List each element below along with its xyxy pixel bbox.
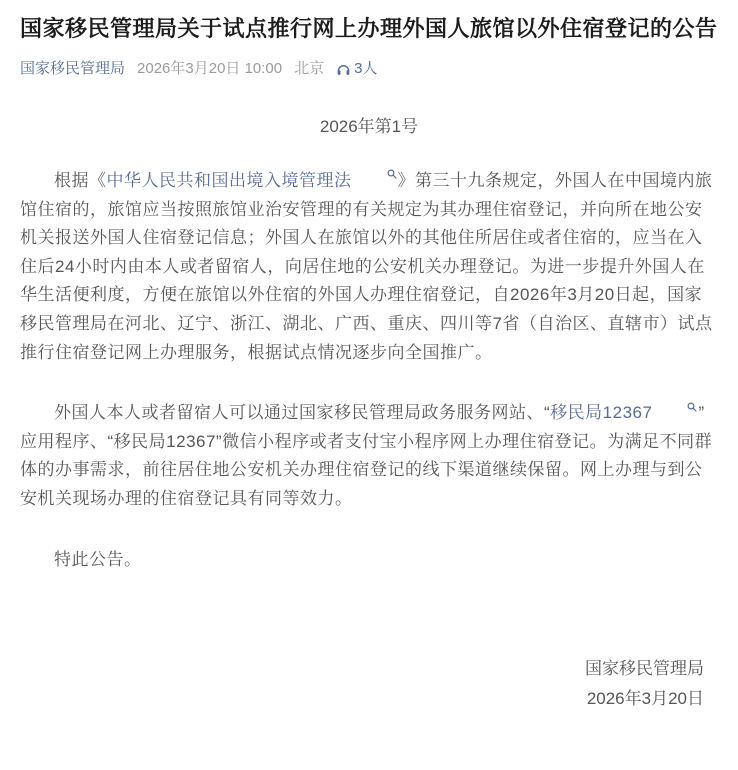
article-meta bbox=[20, 59, 718, 79]
article-body bbox=[20, 167, 718, 574]
text-segment: 根据《 bbox=[54, 171, 107, 190]
link-text: 移民局12367 bbox=[550, 403, 653, 423]
immigration-app-link[interactable] bbox=[550, 403, 698, 422]
publish-datetime: 2026年3月20日 10:00 bbox=[137, 60, 283, 77]
account-name-link[interactable]: 国家移民管理局 bbox=[20, 60, 126, 77]
text-segment: ”应用程序、“移民局12367”微信小程序或者支付宝小程序网上办理住宿登记。为满足不同群体的办事需求，前往居住地公安机关办理住宿登记的线下渠道继续保留。网上办理与到公安机关现场办理的住宿登记具有同等效力。 bbox=[20, 403, 713, 508]
publish-location: 北京 bbox=[294, 60, 325, 77]
text-segment: 》第三十九条规定，外国人在中国境内旅馆住宿的，旅馆应当按照旅馆业治安管理的有关规定为其办理住宿登记，并向所在地公安机关报送外国人住宿登记信息；外国人在旅馆以外的其他住所居住或者住宿的，应当在入住后24小时内由本人或者留宿人，向居住地的公安机关办理登记。为进一步提升外国人在华生活便利度，方便在旅馆以外住宿的外国人办理住宿登记，自2026年3月20日起，国家移民管理局在河北、辽宁、浙江、湖北、广西、重庆、四川等7省（自治区、直辖市）试点推行住宿登记网上办理服务，根据试点情况逐步向全国推广。 bbox=[20, 171, 713, 362]
text-segment: 特此公告。 bbox=[54, 549, 142, 569]
paragraph-2 bbox=[20, 399, 718, 513]
signature-org: 国家移民管理局 bbox=[585, 659, 704, 679]
search-sup-icon bbox=[653, 402, 697, 412]
doc-number: 2026年第1号 bbox=[319, 117, 419, 136]
closing-paragraph bbox=[20, 546, 718, 575]
listen-count-label: 3人 bbox=[354, 60, 378, 77]
signature-block bbox=[20, 654, 718, 714]
headphones-icon bbox=[336, 62, 354, 77]
article-title: 国家移民管理局关于试点推行网上办理外国人旅馆以外住宿登记的公告 bbox=[20, 16, 718, 41]
text-segment: 外国人本人或者留宿人可以通过国家移民管理局政务服务网站、“ bbox=[54, 403, 551, 423]
signature-date: 2026年3月20日 bbox=[586, 689, 704, 709]
law-link[interactable] bbox=[107, 171, 398, 190]
search-sup-icon bbox=[353, 169, 397, 179]
paragraph-1 bbox=[20, 167, 718, 367]
link-text: 中华人民共和国出境入境管理法 bbox=[106, 171, 352, 190]
listen-count[interactable] bbox=[336, 59, 377, 79]
